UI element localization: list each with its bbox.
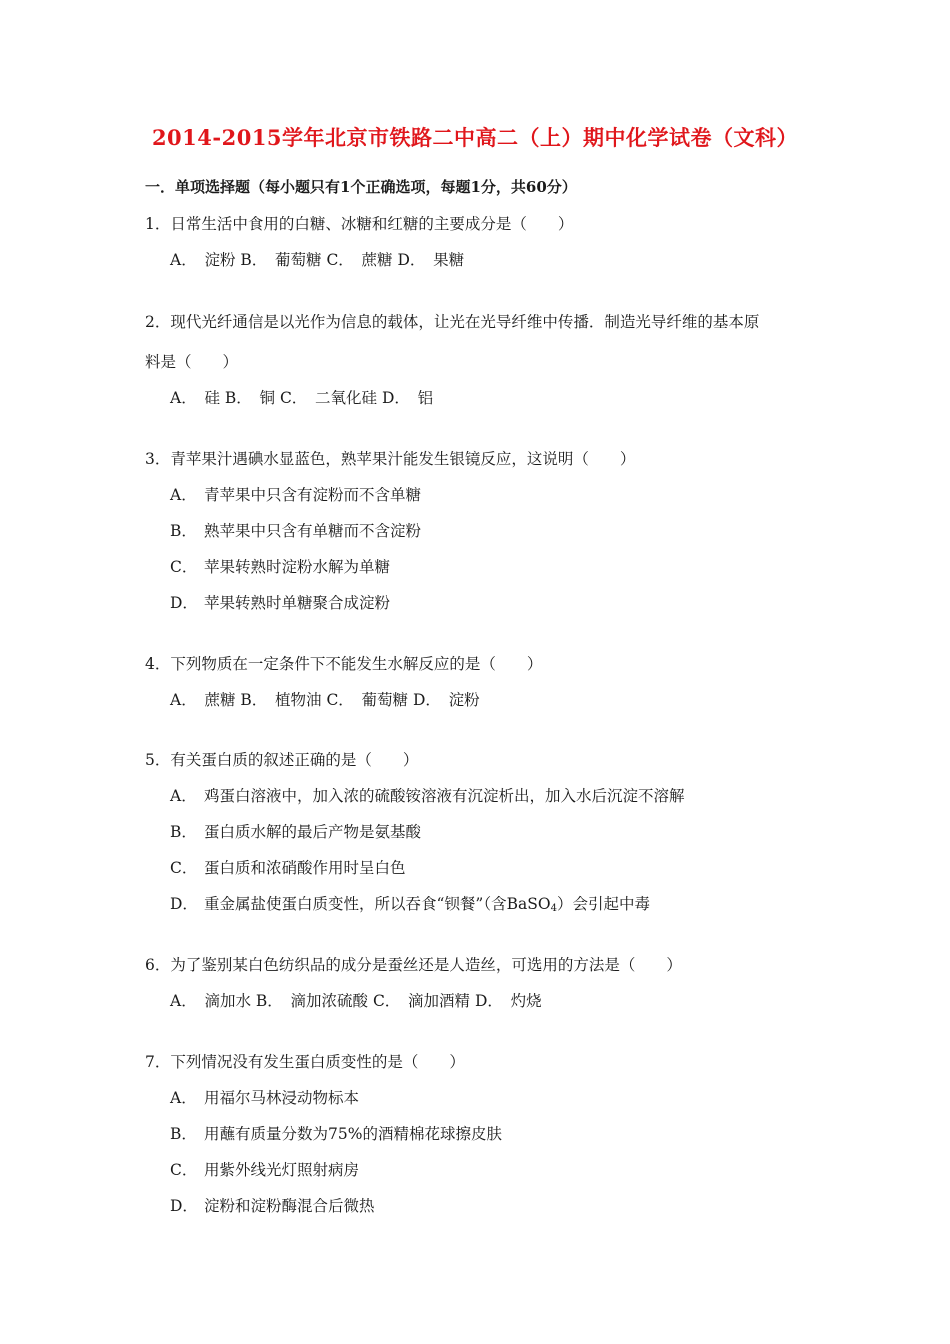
question-6-options: A． 滴加水 B． 滴加浓硫酸 C． 滴加酒精 D． 灼烧: [170, 992, 542, 1010]
option-text: 淀粉和淀粉酶混合后微热: [204, 1197, 375, 1215]
option-letter: A．: [170, 1089, 197, 1107]
option-text: 用紫外线光灯照射病房: [204, 1161, 360, 1179]
question-4-stem: 4．下列物质在一定条件下不能发生水解反应的是（ ）: [145, 655, 543, 673]
option-letter: D．: [170, 1197, 198, 1215]
question-1-options: A． 淀粉 B． 葡萄糖 C． 蔗糖 D． 果糖: [170, 251, 465, 269]
question-7-option-b: [170, 1122, 502, 1144]
option-letter: C．: [170, 558, 198, 576]
question-3-option-a: [170, 483, 421, 505]
question-3-option-b: [170, 519, 421, 541]
question-5-option-b: [170, 820, 421, 842]
question-5-option-a: [170, 784, 685, 806]
option-letter: D．: [170, 594, 198, 612]
option-text: 用蘸有质量分数为75%的酒精棉花球擦皮肤: [204, 1125, 502, 1143]
question-2-options: A． 硅 B． 铜 C． 二氧化硅 D． 铝: [170, 389, 434, 407]
option-text: 用福尔马林浸动物标本: [204, 1089, 360, 1107]
option-text: 蛋白质水解的最后产物是氨基酸: [204, 823, 422, 841]
option-text: 苹果转熟时淀粉水解为单糖: [204, 558, 391, 576]
question-2-stem: 2．现代光纤通信是以光作为信息的载体，让光在光导纤维中传播．制造光导纤维的基本原: [145, 313, 760, 331]
exam-title: 2014-2015学年北京市铁路二中高二（上）期中化学试卷（文科）: [151, 125, 799, 150]
option-letter: A．: [170, 486, 197, 504]
question-5-option-c: [170, 856, 406, 878]
option-text: 蛋白质和浓硝酸作用时呈白色: [204, 859, 406, 877]
question-3-option-c: [170, 555, 390, 577]
option-letter: C．: [170, 1161, 198, 1179]
question-7-option-a: [170, 1086, 359, 1108]
option-text: 熟苹果中只含有单糖而不含淀粉: [204, 522, 422, 540]
option-letter: D．: [170, 895, 198, 913]
question-1-stem: 1．日常生活中食用的白糖、冰糖和红糖的主要成分是（ ）: [145, 215, 574, 233]
question-5-stem: 5．有关蛋白质的叙述正确的是（ ）: [145, 751, 419, 769]
question-6-stem: 6．为了鉴别某白色纺织品的成分是蚕丝还是人造丝，可选用的方法是（ ）: [145, 956, 682, 974]
question-7-option-d: [170, 1194, 375, 1216]
question-3-stem: 3．青苹果汁遇碘水显蓝色，熟苹果汁能发生银镜反应，这说明（ ）: [145, 450, 636, 468]
question-5-option-d: [170, 892, 650, 914]
question-2-stem-continued: 料是（ ）: [145, 353, 239, 371]
question-7-option-c: [170, 1158, 359, 1180]
section-heading: 一．单项选择题（每小题只有1个正确选项，每题1分，共60分）: [145, 178, 577, 196]
option-letter: B．: [170, 823, 197, 841]
option-text: 青苹果中只含有淀粉而不含单糖: [204, 486, 422, 504]
question-7-stem: 7．下列情况没有发生蛋白质变性的是（ ）: [145, 1053, 465, 1071]
option-letter: A．: [170, 787, 197, 805]
option-letter: B．: [170, 522, 197, 540]
question-3-option-d: [170, 591, 390, 613]
subscript: 4: [550, 903, 557, 914]
option-text: 重金属盐使蛋白质变性，所以吞食“钡餐”（含BaSO: [204, 895, 551, 913]
option-letter: C．: [170, 859, 198, 877]
option-text-end: ）会引起中毒: [556, 895, 650, 913]
option-text: 鸡蛋白溶液中，加入浓的硫酸铵溶液有沉淀析出，加入水后沉淀不溶解: [204, 787, 685, 805]
question-4-options: A． 蔗糖 B． 植物油 C． 葡萄糖 D． 淀粉: [170, 691, 480, 709]
option-letter: B．: [170, 1125, 197, 1143]
option-text: 苹果转熟时单糖聚合成淀粉: [204, 594, 391, 612]
